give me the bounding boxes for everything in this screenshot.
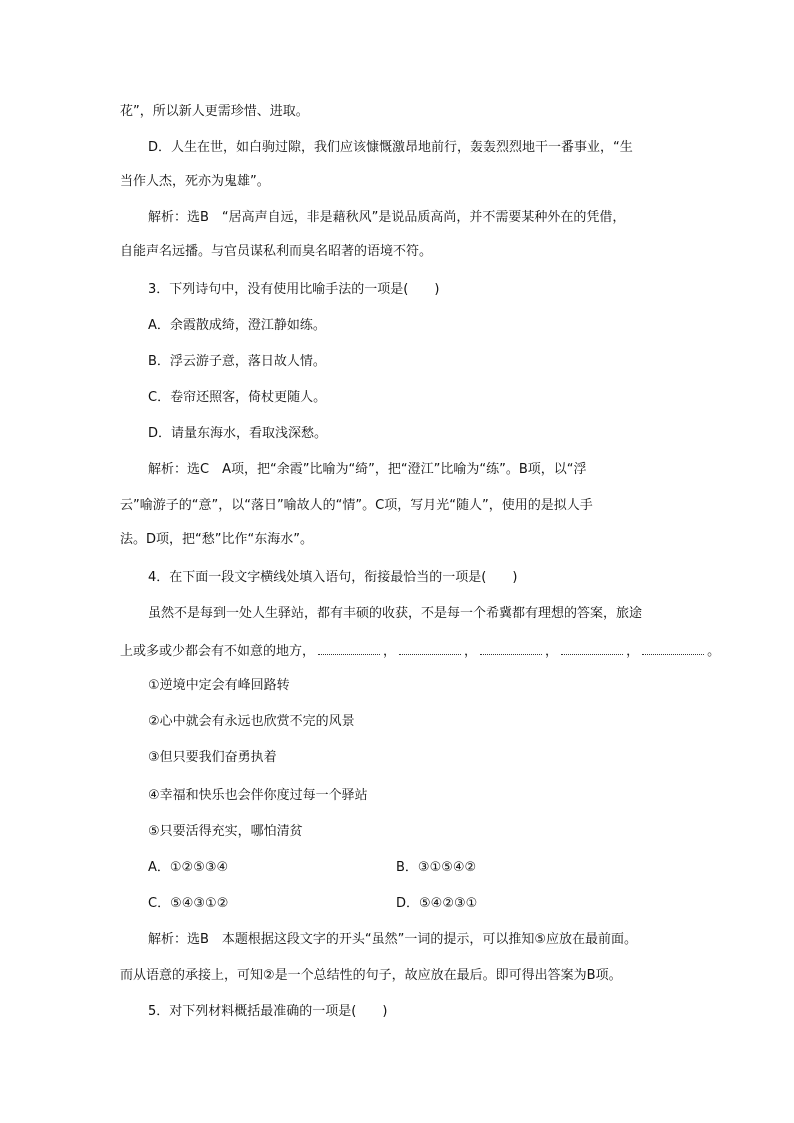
passage-line: 虽然不是每到一处人生驿站，都有丰硕的收获，不是每一个希冀都有理想的答案，旅途 — [148, 606, 643, 621]
text-line: 自能声名远播。与官员谋私利而臭名昭著的语境不符。 — [120, 244, 433, 259]
passage-text: 上或多或少都会有不如意的地方， — [120, 644, 316, 659]
question-4: 4．在下面一段文字横线处填入语句，衔接最恰当的一项是( ) — [148, 570, 518, 585]
fill-blank — [399, 640, 461, 655]
text-line: 法。D项，把“愁”比作“东海水”。 — [120, 532, 313, 547]
q4-option-a: A．①②⑤③④ — [148, 860, 229, 875]
question-3: 3．下列诗句中，没有使用比喻手法的一项是( ) — [148, 282, 440, 297]
q4-option-d: D．⑤④②③① — [396, 896, 478, 911]
sentence-2: ②心中就会有永远也欣赏不完的风景 — [148, 714, 355, 729]
option-d-line: D．人生在世，如白驹过隙，我们应该慷慨激昂地前行，轰轰烈烈地干一番事业，“生 — [148, 140, 633, 155]
period: 。 — [707, 644, 721, 659]
text-line: 花”，所以新人更需珍惜、进取。 — [120, 104, 309, 119]
fill-blank — [561, 640, 623, 655]
q3-option-b: B．浮云游子意，落日故人情。 — [148, 354, 326, 369]
analysis-line: 解析：选B 本题根据这段文字的开头“虽然”一词的提示，可以推知⑤应放在最前面。 — [148, 932, 638, 947]
fill-blank — [480, 640, 542, 655]
q3-option-d: D．请量东海水，看取浅深愁。 — [148, 426, 328, 441]
text-line: 而从语意的承接上，可知②是一个总结性的句子，故应放在最后。即可得出答案为B项。 — [120, 968, 622, 983]
q4-option-c: C．⑤④③①② — [148, 896, 229, 911]
fill-blank — [642, 640, 704, 655]
passage-line-with-blanks — [120, 640, 720, 662]
q4-option-b: B．③①⑤④② — [396, 860, 477, 875]
analysis-line: 解析：选B “居高声自远，非是藉秋风”是说品质高尚，并不需要某种外在的凭借， — [148, 210, 626, 225]
analysis-line: 解析：选C A项，把“余霞”比喻为“绮”，把“澄江”比喻为“练”。B项，以“浮 — [148, 462, 587, 477]
sentence-3: ③但只要我们奋勇执着 — [148, 750, 277, 765]
separator: ， — [464, 644, 478, 659]
sentence-1: ①逆境中定会有峰回路转 — [148, 678, 290, 693]
q3-option-a: A．余霞散成绮，澄江静如练。 — [148, 318, 326, 333]
separator: ， — [383, 644, 397, 659]
separator: ， — [626, 644, 640, 659]
separator: ， — [545, 644, 559, 659]
question-5: 5．对下列材料概括最准确的一项是( ) — [148, 1004, 388, 1019]
text-line: 云”喻游子的“意”，以“落日”喻故人的“情”。C项，写月光“随人”，使用的是拟人手 — [120, 498, 593, 513]
sentence-4: ④幸福和快乐也会伴你度过每一个驿站 — [148, 788, 368, 803]
text-line: 当作人杰，死亦为鬼雄”。 — [120, 174, 270, 189]
sentence-5: ⑤只要活得充实，哪怕清贫 — [148, 824, 303, 839]
q3-option-c: C．卷帘还照客，倚杖更随人。 — [148, 390, 327, 405]
fill-blank — [318, 640, 380, 655]
